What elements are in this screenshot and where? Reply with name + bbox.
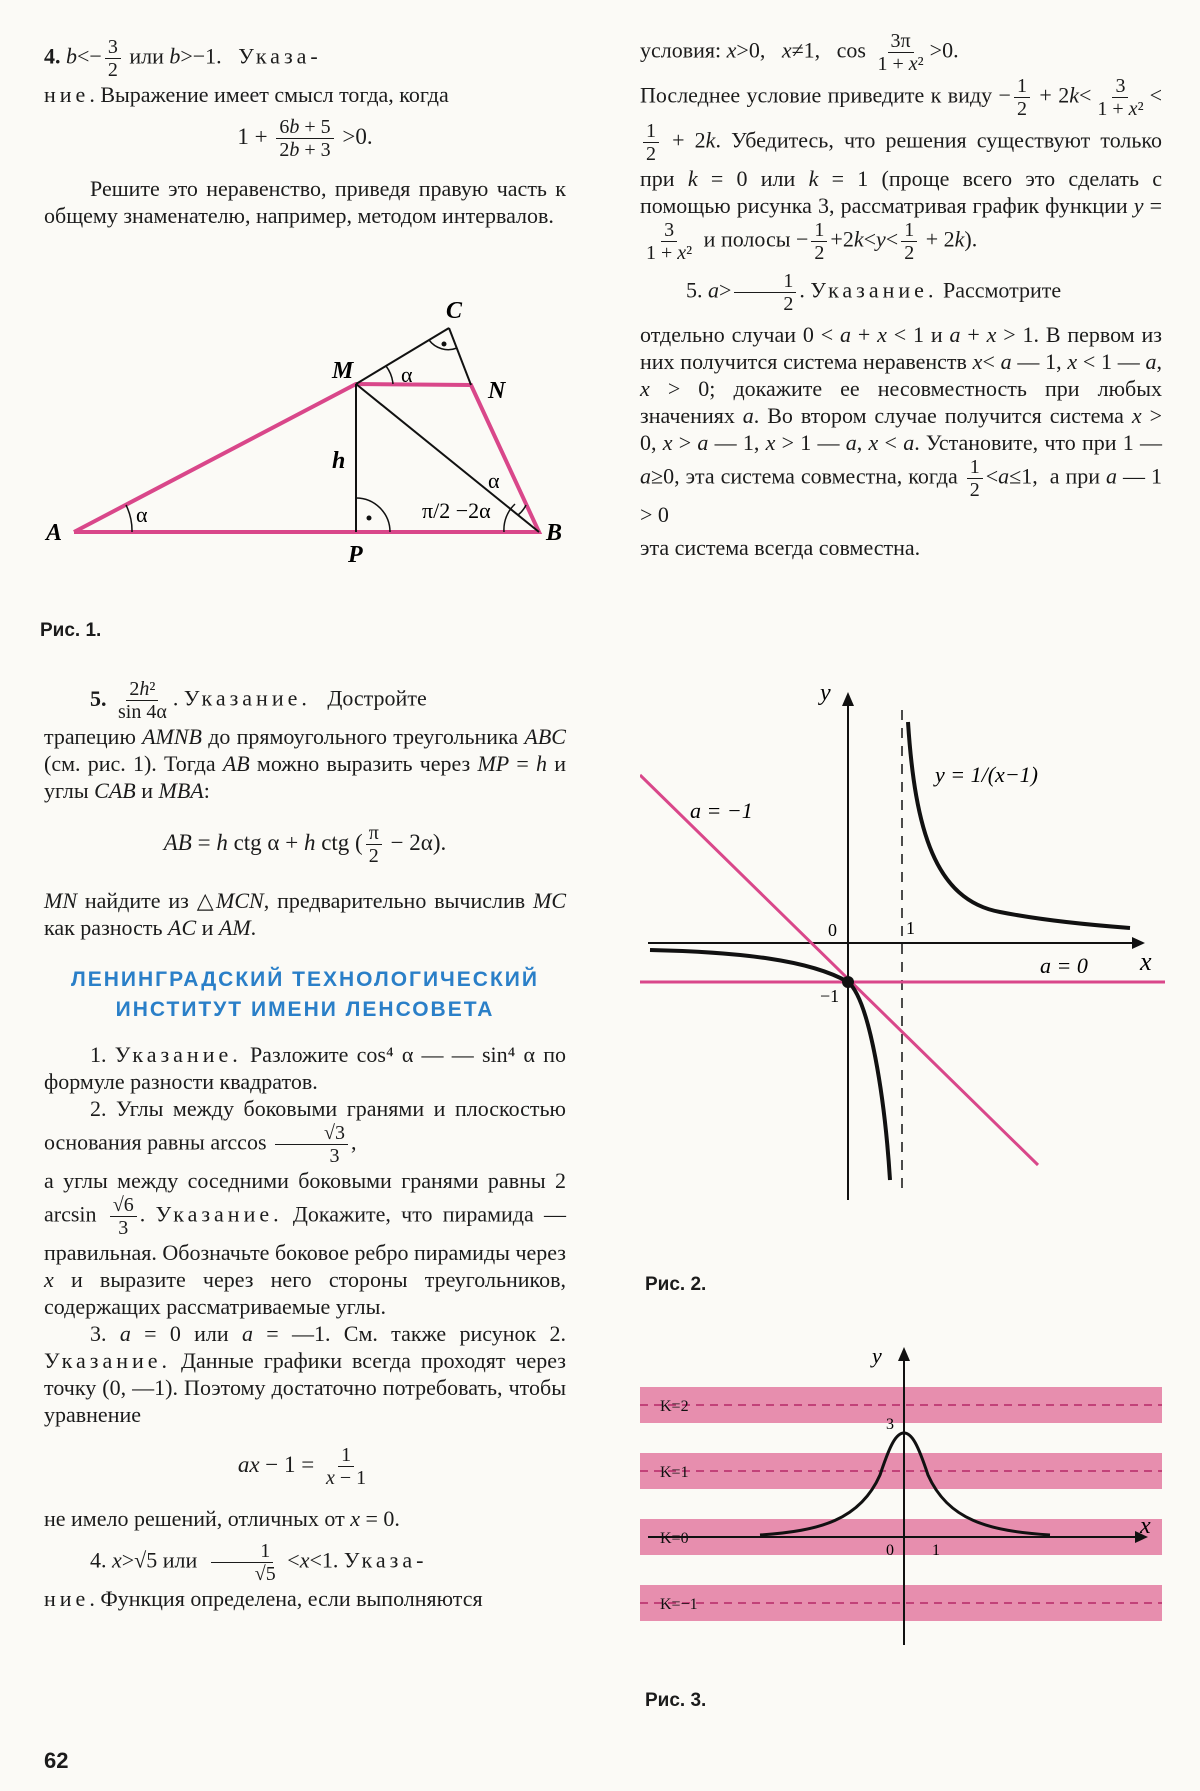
problem-4-cont: ние. Выражение имеет смысл тогда, когда [44, 82, 449, 107]
answer-1: 1. Указание. Разложите cos⁴ α — — sin⁴ α по формуле разности квадратов. [44, 1042, 566, 1094]
problem-4-number: 4. [44, 43, 61, 69]
fig3-three: 3 [886, 1416, 894, 1433]
figure-1-caption: Рис. 1. [40, 620, 102, 641]
left-column-lower [44, 678, 566, 1612]
problem-5-line: 5. $\frac{\text{2h²}}{\sin 4\alpha}$ . Указание. Достройте [90, 678, 427, 723]
hyperbola-right [908, 722, 1130, 928]
fig2-zero: 0 [828, 920, 837, 940]
answer-3-end: не имело решений, отличных от x = 0. [44, 1506, 400, 1531]
band-label-kn1: K=−1 [660, 1596, 698, 1613]
right-angle-p [356, 498, 390, 532]
right-column [640, 30, 1162, 561]
problem-4-solution: Решите это неравенство, приведя правую часть к общему знаменателю, например, методом интервалов. [44, 176, 566, 228]
figure-2-caption: Рис. 2. [645, 1274, 707, 1295]
right-last-condition: Последнее условие приведите к виду − $\frac{1}{2}$ + 2k< $\frac{3}{\text{1 + x²}}$ < $\frac{1}{2}$ + 2k. Убедитесь, что решения существуют только при k = 0 или k = 1 (проще всего это сделать с помощью рисунка 3, рассматривая график функции y = $\frac{3}{\text{1 + x²}}$ и полосы − $\frac{1}{2}$ +2k<y< $\frac{1}{2}$ + 2k). [640, 75, 1163, 264]
band-k1 [640, 1453, 1162, 1489]
label-n: N [488, 378, 506, 404]
figure-3-caption: Рис. 3. [645, 1690, 707, 1711]
left-column [44, 36, 566, 229]
label-alpha-a: α [136, 502, 148, 527]
problem-5-text: трапецию AMNB до прямоугольного треугольника ABC (см. рис. 1). Тогда AB можно выразить через MP = h и углы CAB и MBA: [44, 724, 566, 803]
fig3-zero: 0 [886, 1542, 894, 1559]
fig2-a-neg-label: a = −1 [690, 798, 753, 823]
problem-4-line: 4. b<− $\frac{3}{2}$ или b>−1. Указа- [44, 36, 322, 81]
band-label-k2: K=2 [660, 1398, 689, 1415]
figure-2-graph [640, 680, 1180, 1200]
right-conditions: условия: x>0, x≠1, cos $\frac{3\pi}{\text{1 + x²}}$ >0. [640, 30, 959, 75]
label-b: B [546, 520, 563, 546]
right-problem-5-end: эта система всегда совместна. [640, 535, 921, 560]
answer-4-cont: ние. Функция определена, если выполняются [44, 1586, 483, 1611]
answer-2-cont: а углы между соседними боковыми гранями равны 2 arcsin $\frac{√6}{3}$ . Указание. Докажите, что пирамида — правильная. Обозначьте боковое ребро пирамиды через x и выразите через него стороны треугольников, содержащих рассматриваемые углы. [44, 1168, 567, 1319]
line-a-neg-one [640, 775, 1038, 1165]
answer-3-formula: ax − 1 = $\frac{1}{x - 1}$ [237, 1444, 367, 1489]
label-alpha-m: α [401, 362, 413, 387]
fig3-one: 1 [932, 1542, 940, 1559]
label-angle: π/2 −2α [422, 498, 491, 523]
fig2-neg-one: −1 [820, 986, 840, 1006]
point-0-neg1 [842, 976, 854, 988]
band-k2 [640, 1387, 1162, 1423]
page-number: 62 [44, 1748, 69, 1773]
label-m: M [332, 358, 354, 384]
fig3-y-label: y [872, 1345, 882, 1368]
fig2-y-label: y [820, 680, 831, 706]
segment-cn [449, 328, 471, 385]
band-label-k1: K=1 [660, 1464, 689, 1481]
label-p: P [348, 542, 363, 568]
label-h: h [332, 448, 346, 474]
label-c: C [446, 300, 463, 324]
fig2-one: 1 [906, 918, 915, 938]
band-label-k0: K=0 [660, 1530, 689, 1547]
problem-5-mn: MN найдите из △MCN, предварительно вычислив MC как разность AC и AM. [44, 888, 566, 940]
right-problem-5: 5. a> $\frac{1}{2}$ . Указание. Рассмотрите [686, 270, 1062, 315]
band-kn1 [640, 1585, 1162, 1621]
problem-4-formula: 1 + $\frac{6b + 5}{2b + 3}$ >0. [237, 116, 373, 161]
fig2-a-zero-label: a = 0 [1040, 953, 1088, 978]
fig2-x-label: x [1140, 947, 1152, 976]
answer-4: 4. x>√5 или $\frac{1}{√5}$ <x<1. Указа- [90, 1540, 428, 1585]
label-alpha-b: α [488, 468, 500, 493]
section-heading: ЛЕНИНГРАДСКИЙ ТЕХНОЛОГИЧЕСКИЙ ИНСТИТУТ ИМЕНИ ЛЕНСОВЕТА [71, 968, 539, 1021]
problem-5-formula: AB = h ctg α + h ctg ( $\frac{\pi}{2}$ − 2α). [163, 822, 447, 867]
answer-3: 3. a = 0 или a = —1. См. также рисунок 2. Указание. Данные графики всегда проходят через точку (0, —1). Поэтому достаточно потребовать, чтобы уравнение [44, 1321, 567, 1427]
figure-3-graph [640, 1345, 1180, 1645]
fig2-func-label: y = 1/(x−1) [935, 762, 1038, 787]
right-problem-5-text: отдельно случаи 0 < a + x < 1 и a + x > 1. В первом из них получится система неравенств x< a — 1, x < 1 — a, x > 0; докажите ее несовместность при любых значениях a. Во втором случае получится система x > 0, x > a — 1, x > 1 — a, x < a. Установите, что при 1 — a≥0, эта система совместна, когда $\frac{1}{2}$ <a≤1, а при a — 1 > 0 [640, 322, 1162, 527]
figure-1-trapezoid [36, 300, 576, 570]
label-a: A [46, 520, 63, 546]
fig3-x-label: x [1140, 1513, 1151, 1539]
answer-2: 2. Углы между боковыми гранями и плоскостью основания равны arccos $\frac{√3}{3}$ , [44, 1096, 566, 1167]
